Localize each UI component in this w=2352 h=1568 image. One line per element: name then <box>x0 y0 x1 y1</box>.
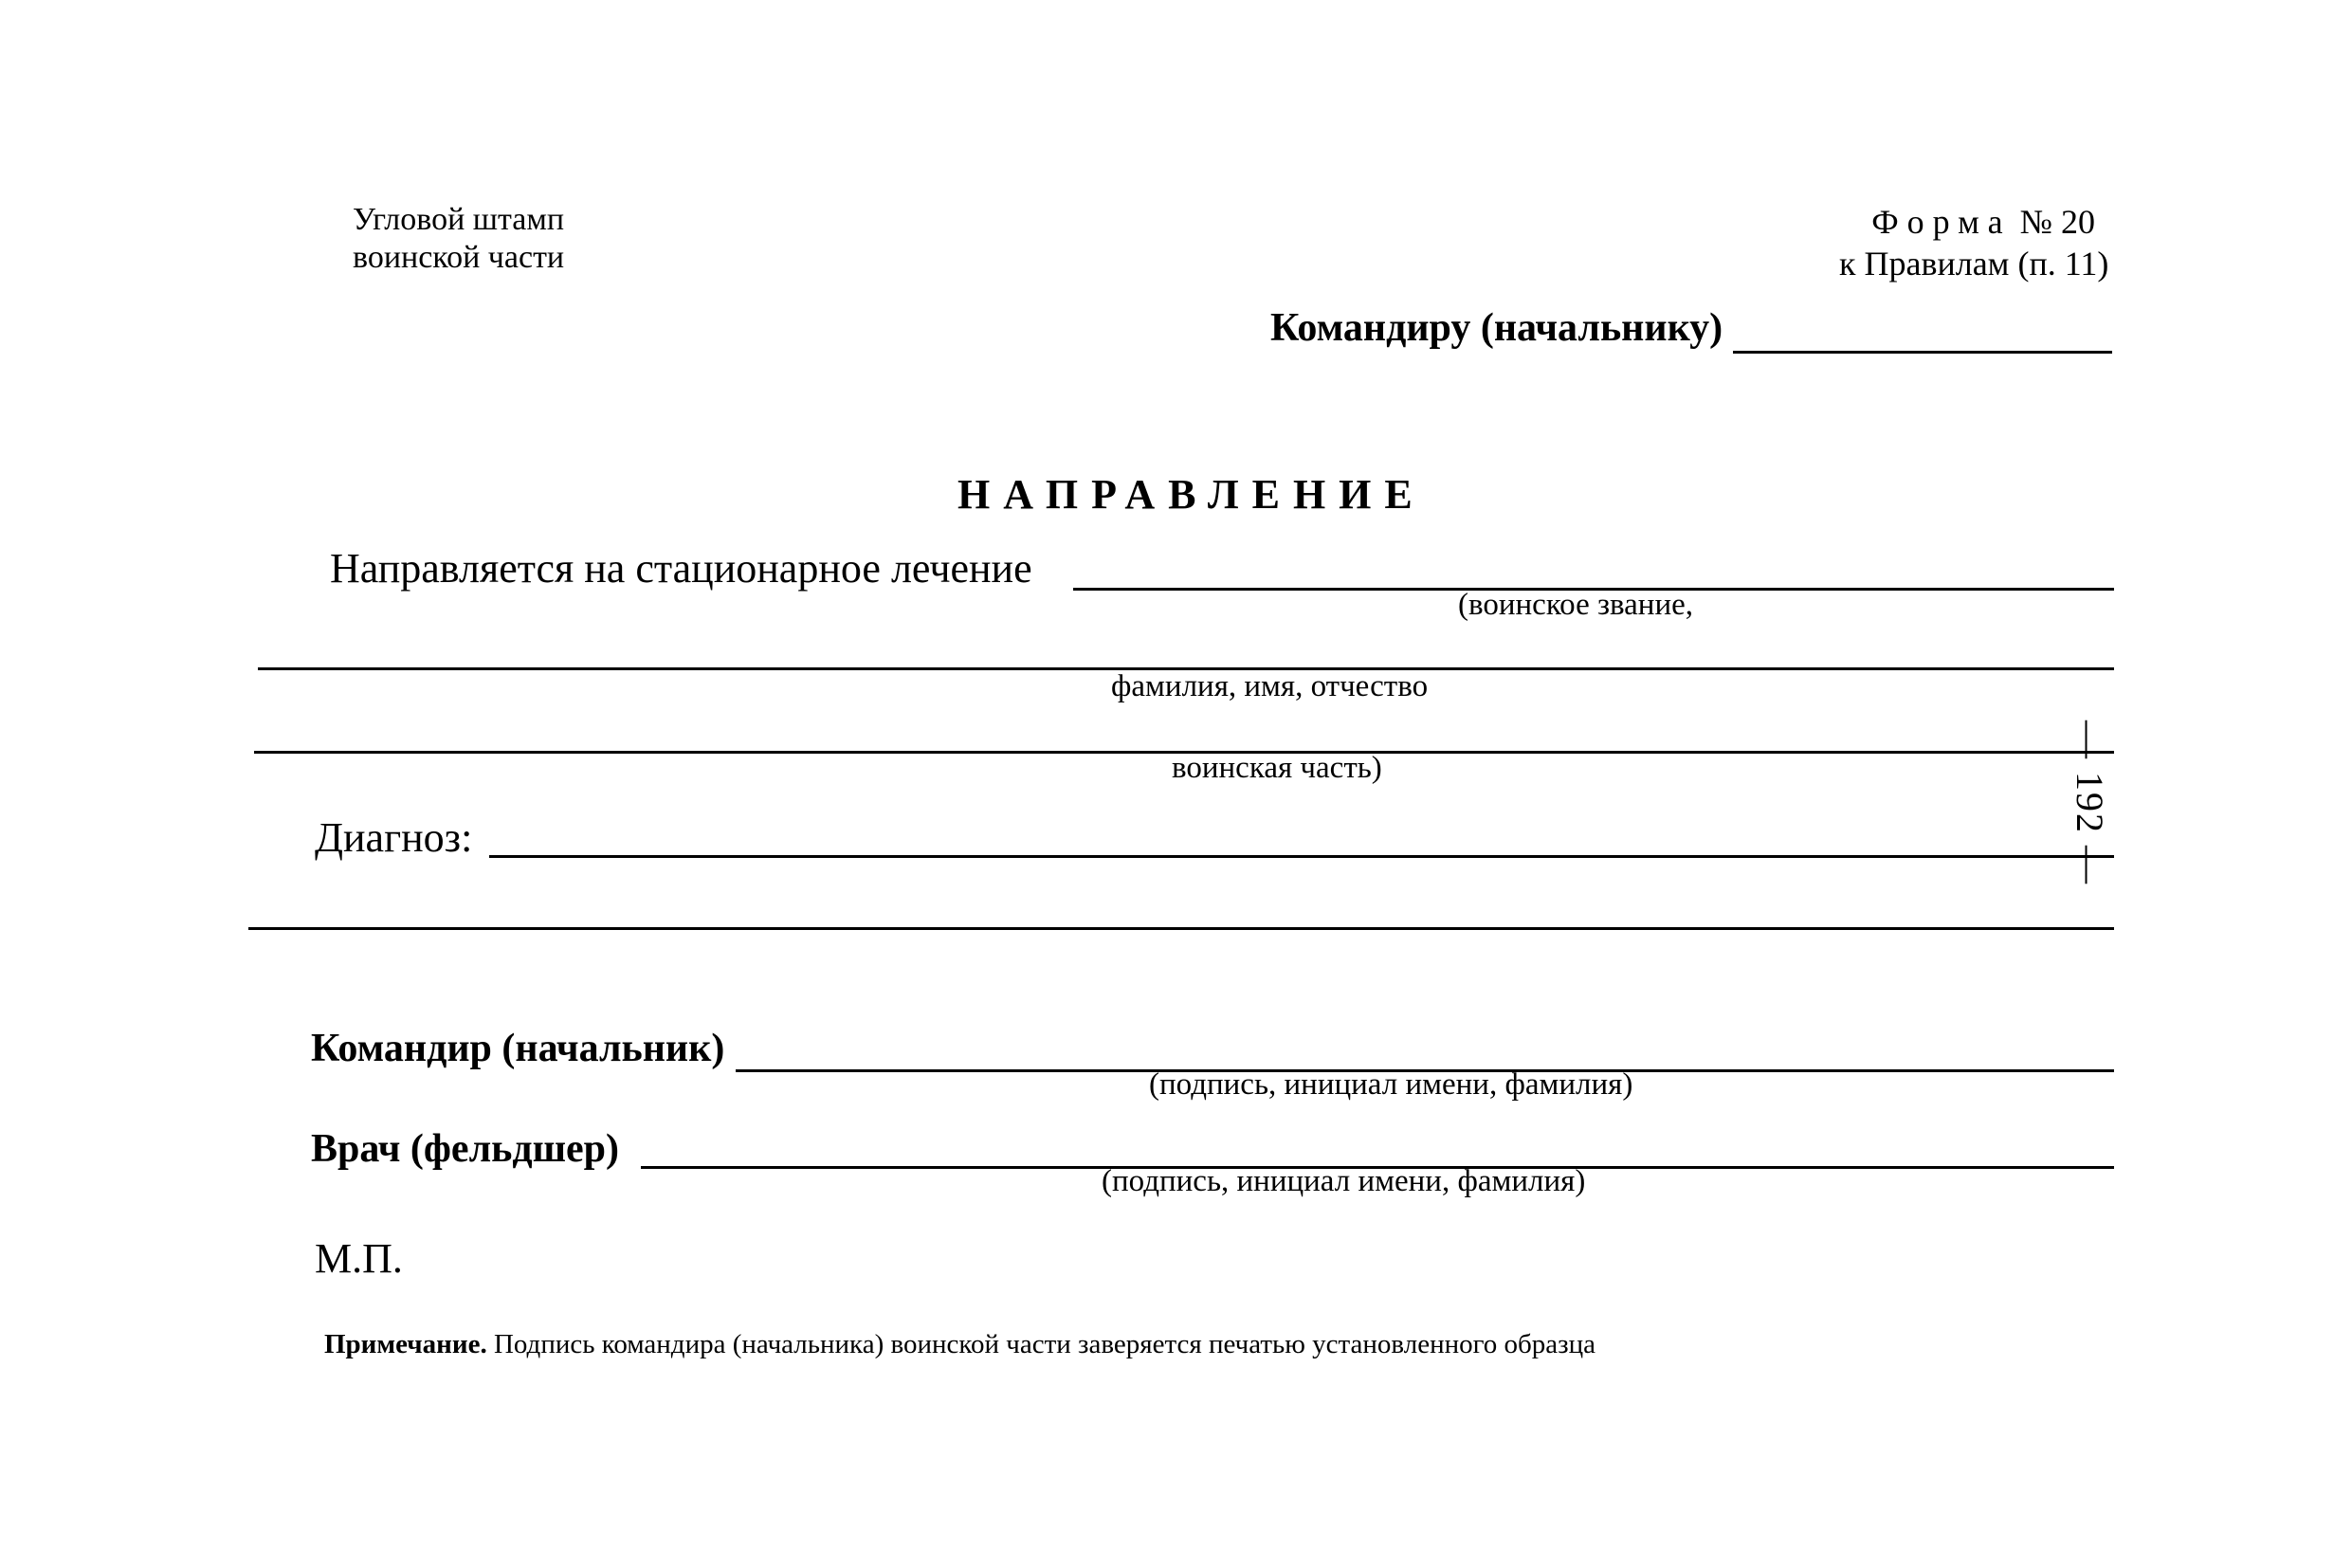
commander-label: Командир (начальник) <box>311 1027 725 1070</box>
stamp-line-1: Угловой штамп <box>353 202 565 237</box>
footnote-text: Подпись командира (начальника) воинской части заверяется печатью установленного образца <box>493 1329 1596 1359</box>
referral-label: Направляется на стационарное лечение <box>330 545 1032 592</box>
commander-caption: (подпись, инициал имени, фамилия) <box>1149 1067 1633 1102</box>
diagnosis-label: Диагноз: <box>315 814 473 861</box>
footnote-label: Примечание. <box>324 1329 487 1359</box>
referral-unit-caption: воинская часть) <box>1172 751 1382 785</box>
addressee-field[interactable] <box>1733 351 2112 354</box>
corner-stamp-label <box>353 201 564 277</box>
page-number: — 192 — <box>2069 720 2111 885</box>
seal-place-label: М.П. <box>315 1235 403 1282</box>
document-title: НАПРАВЛЕНИЕ <box>957 471 1426 518</box>
referral-name-caption: фамилия, имя, отчество <box>1111 669 1429 703</box>
footnote <box>324 1329 1595 1360</box>
referral-rank-caption: (воинское звание, <box>1458 588 1694 622</box>
form-label: Форма <box>1871 203 2012 241</box>
doctor-caption: (подпись, инициал имени, фамилия) <box>1102 1164 1586 1198</box>
stamp-line-2: воинской части <box>353 240 565 275</box>
form-number-block <box>1839 201 2109 284</box>
form-rule-reference: к Правилам (п. 11) <box>1839 245 2109 283</box>
diagnosis-field-2[interactable] <box>248 927 2114 930</box>
doctor-label: Врач (фельдшер) <box>311 1127 620 1171</box>
form-number: № 20 <box>2019 203 2095 241</box>
diagnosis-field-1[interactable] <box>489 855 2114 858</box>
addressee-label: Командиру (начальнику) <box>1270 306 1723 350</box>
